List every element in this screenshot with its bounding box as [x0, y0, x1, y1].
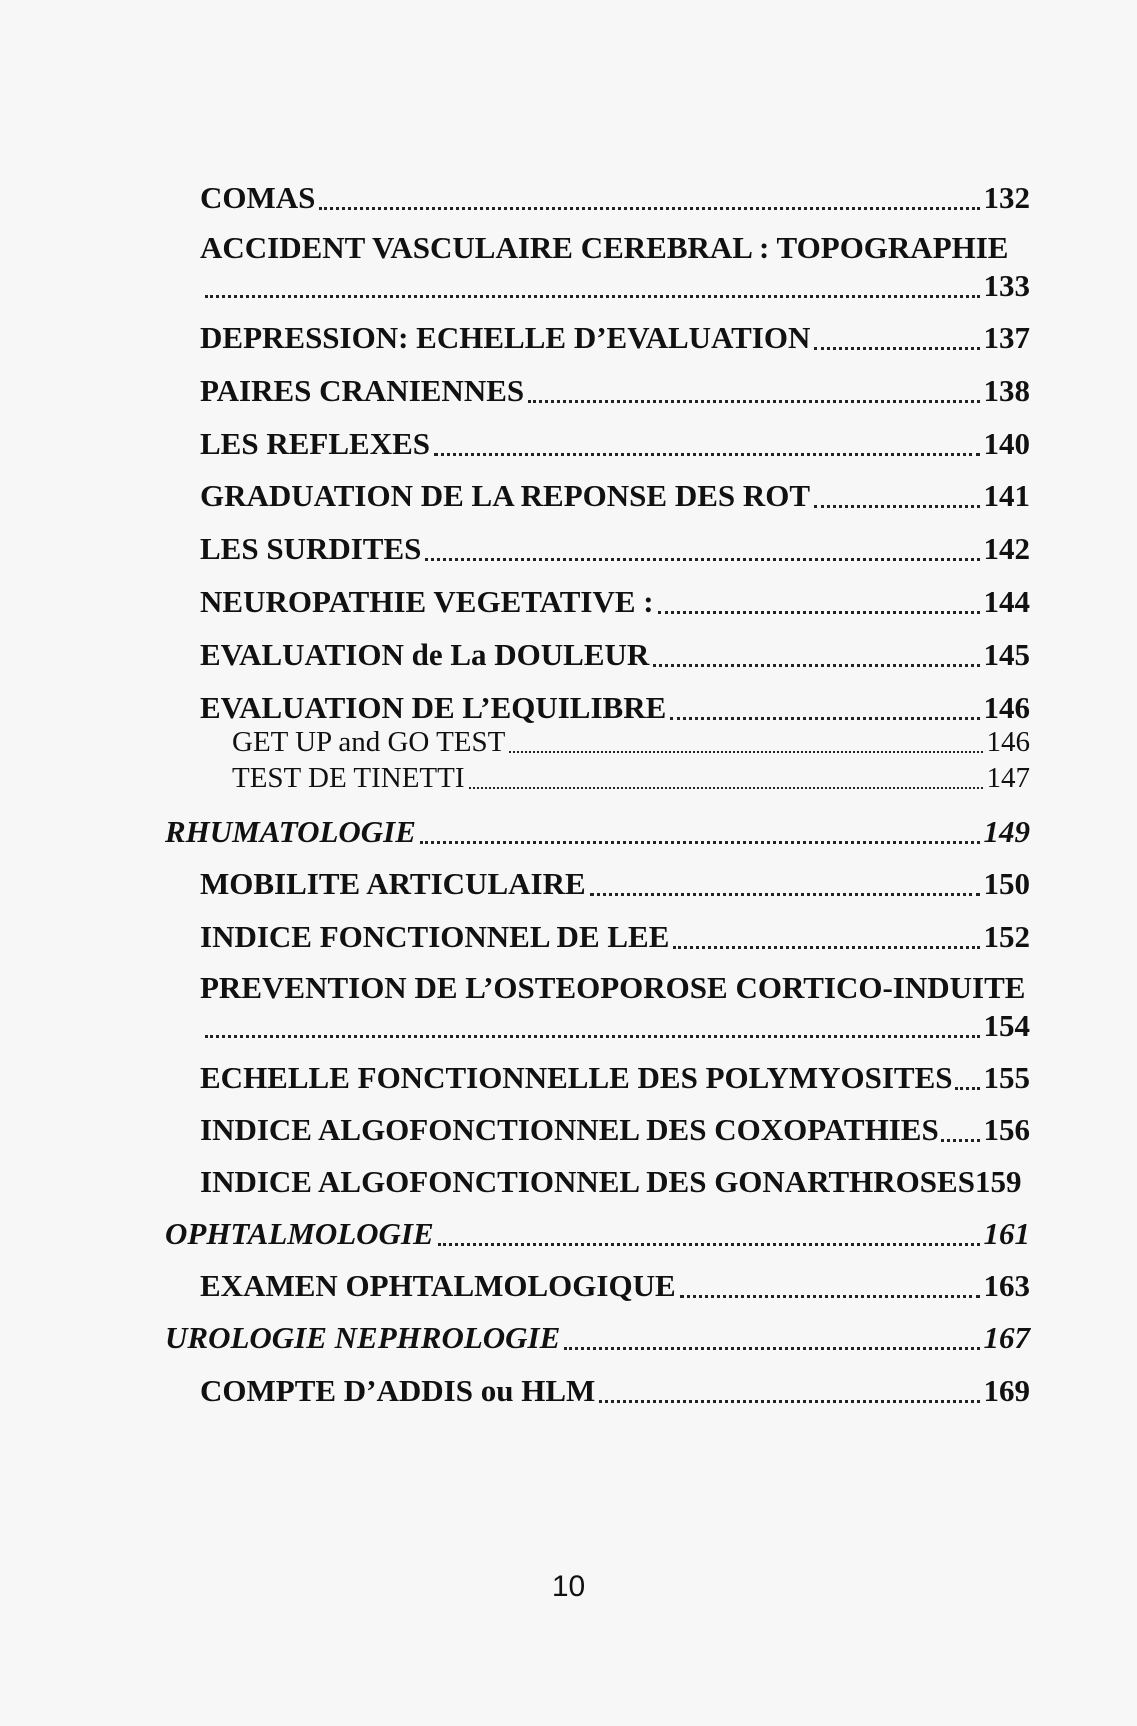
toc-entry-title: GET UP and GO TEST [232, 726, 506, 758]
dot-leader [955, 1087, 980, 1090]
toc-entry-page: 155 [983, 1060, 1030, 1095]
dot-leader [564, 1347, 979, 1350]
toc-entry [200, 1268, 1030, 1304]
dot-leader [469, 787, 983, 789]
toc-entry-page: 142 [983, 531, 1030, 566]
toc-entry-title: EVALUATION de La DOULEUR [200, 637, 650, 672]
toc-section [165, 1320, 1030, 1356]
toc-entry-page: 138 [983, 373, 1030, 408]
toc-entry-page: 163 [983, 1268, 1030, 1303]
toc-entry-page: 152 [983, 919, 1030, 954]
dot-leader [434, 453, 979, 456]
toc-entry-page: 159 [974, 1164, 1022, 1199]
toc-entry-title: GRADUATION DE LA REPONSE DES ROT [200, 478, 811, 513]
dot-leader [420, 841, 980, 844]
toc-entry [200, 320, 1030, 356]
toc-entry-title: COMPTE D’ADDIS ou HLM [200, 1373, 596, 1408]
toc-entry-title: TEST DE TINETTI [232, 762, 465, 794]
dot-leader [814, 505, 979, 508]
dot-leader [670, 717, 979, 720]
dot-leader [438, 1243, 980, 1246]
toc-subentry [232, 726, 1030, 759]
toc-entry [200, 478, 1030, 514]
toc-section [165, 1216, 1030, 1252]
toc-entry-page: 161 [983, 1216, 1030, 1251]
toc-section-title: UROLOGIE NEPHROLOGIE [165, 1320, 561, 1355]
toc-entry-page: 154 [983, 1008, 1030, 1043]
dot-leader [941, 1139, 980, 1142]
toc-entry-page: 137 [983, 320, 1030, 355]
toc-entry-title: PREVENTION DE L’OSTEOPOROSE CORTICO-INDUITE [200, 970, 1026, 1005]
toc-entry [200, 373, 1030, 409]
toc-section-title: RHUMATOLOGIE [165, 814, 416, 849]
dot-leader [319, 207, 979, 210]
toc-entry [200, 584, 1030, 620]
toc-section [165, 814, 1030, 850]
toc-entry-page: 145 [983, 637, 1030, 672]
dot-leader [528, 400, 979, 403]
toc-entry-title: DEPRESSION: ECHELLE D’EVALUATION [200, 320, 811, 355]
dot-leader [425, 558, 979, 561]
toc-entry [200, 637, 1030, 673]
toc-entry [200, 1112, 1030, 1148]
toc-entry-page: 140 [983, 426, 1030, 461]
toc-entry-page: 132 [983, 180, 1030, 215]
toc-entry-title: LES REFLEXES [200, 426, 431, 461]
toc-entry [200, 1060, 1030, 1096]
toc-entry [200, 531, 1030, 567]
toc-entry-title: ACCIDENT VASCULAIRE CEREBRAL : TOPOGRAPHIE [200, 230, 1009, 265]
toc-entry-page: 149 [983, 814, 1030, 849]
toc-entry [200, 180, 1030, 216]
toc-entry [200, 426, 1030, 462]
toc-entry-page: 156 [983, 1112, 1030, 1147]
toc-entry-title: NEUROPATHIE VEGETATIVE : [200, 584, 654, 619]
toc-entry-title: LES SURDITES [200, 531, 422, 566]
toc-entry [200, 1164, 1030, 1200]
toc-entry-title: ECHELLE FONCTIONNELLE DES POLYMYOSITES [200, 1060, 953, 1095]
toc-entry [205, 268, 1030, 304]
toc-entry-title: INDICE FONCTIONNEL DE LEE [200, 919, 670, 954]
toc-entry-page: 146 [986, 726, 1030, 758]
toc-entry-page: 144 [983, 584, 1030, 619]
toc-subentry [232, 762, 1030, 795]
toc-entry [200, 919, 1030, 955]
toc-entry-title: MOBILITE ARTICULAIRE [200, 866, 586, 901]
toc-entry-title: EXAMEN OPHTALMOLOGIQUE [200, 1268, 676, 1303]
toc-entry-title: INDICE ALGOFONCTIONNEL DES GONARTHROSES [200, 1164, 975, 1199]
toc-entry-page: 150 [983, 866, 1030, 901]
toc-section-title: OPHTALMOLOGIE [165, 1216, 434, 1251]
toc-entry [200, 866, 1030, 902]
dot-leader [814, 347, 979, 350]
toc-entry [200, 1373, 1030, 1409]
dot-leader [590, 893, 980, 896]
dot-leader [673, 946, 979, 949]
dot-leader [658, 611, 980, 614]
page-number: 10 [551, 1570, 586, 1603]
toc-entry [205, 1008, 1030, 1044]
toc-entry-title: EVALUATION DE L’EQUILIBRE [200, 690, 667, 725]
toc-entry-title: INDICE ALGOFONCTIONNEL DES COXOPATHIES [200, 1112, 939, 1147]
toc-entry-page: 169 [983, 1373, 1030, 1408]
toc-entry-page: 133 [983, 268, 1030, 303]
dot-leader [205, 1035, 980, 1038]
dot-leader [680, 1295, 980, 1298]
toc-entry [200, 690, 1030, 726]
dot-leader [653, 664, 979, 667]
toc-entry-title: PAIRES CRANIENNES [200, 373, 525, 408]
toc-entry-page: 146 [983, 690, 1030, 725]
toc-entry-title: COMAS [200, 180, 316, 215]
toc-entry-page: 147 [986, 762, 1030, 794]
dot-leader [599, 1400, 979, 1403]
dot-leader [509, 751, 982, 753]
toc-entry-page: 141 [983, 478, 1030, 513]
toc-entry-page: 167 [983, 1320, 1030, 1355]
dot-leader [205, 295, 980, 298]
